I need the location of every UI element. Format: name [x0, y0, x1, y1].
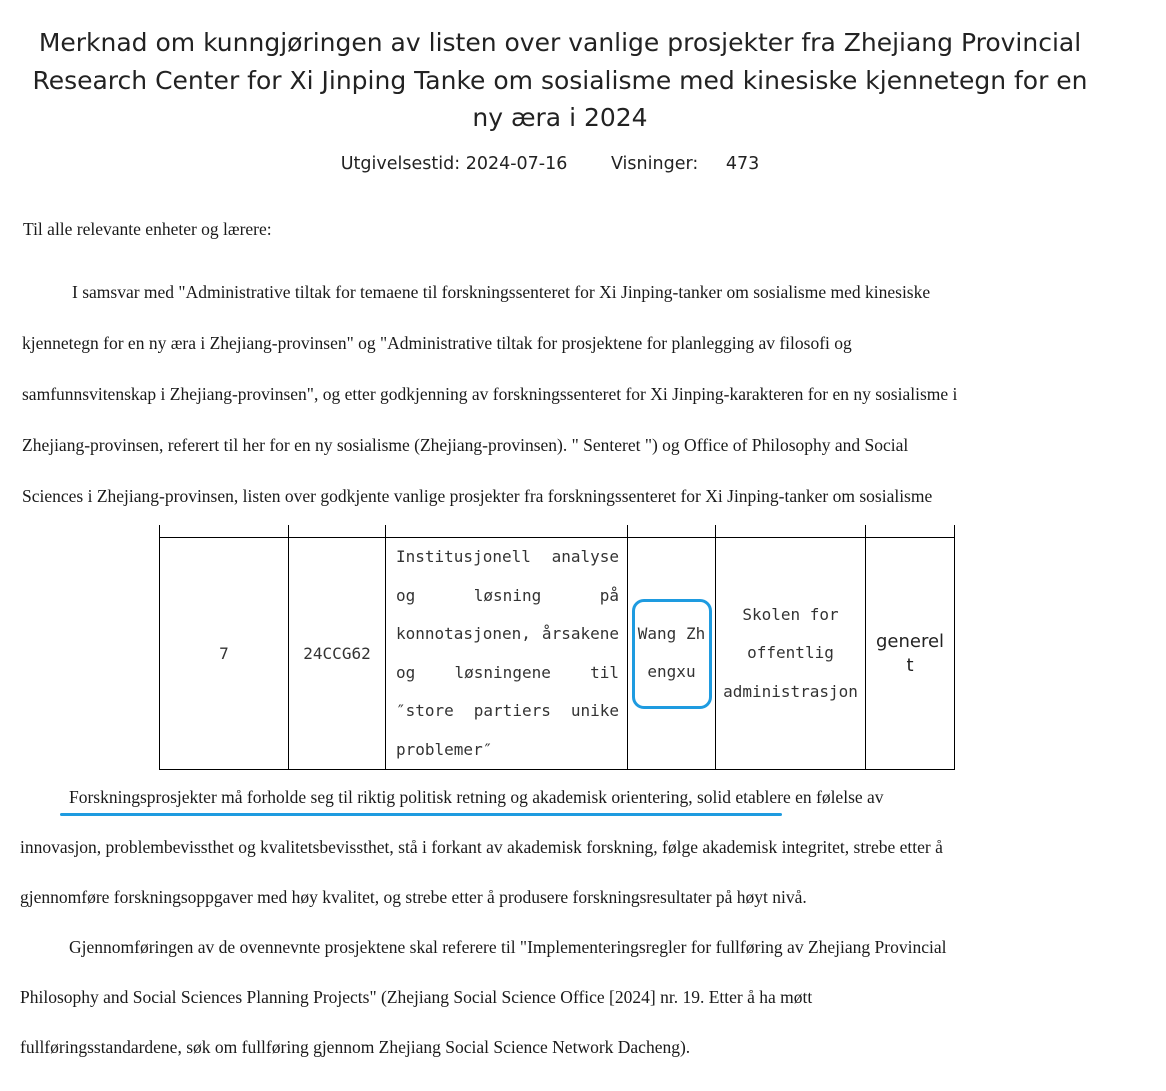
project-number: 7 — [160, 538, 289, 770]
project-title-line: og løsning på — [396, 585, 619, 605]
release-date: 2024-07-16 — [465, 154, 568, 174]
body-paragraphs — [20, 772, 1140, 1072]
project-table — [159, 525, 955, 770]
project-leader-line: Wang Zh — [637, 623, 706, 643]
views-count: 473 — [725, 154, 760, 174]
body-line: Gjennomføringen av de ovennevnte prosjektene skal referere til "Implementeringsregler for fullføring av Zhejiang Provincial — [69, 937, 947, 957]
project-title-line: problemer″ — [396, 739, 493, 759]
school-line: administrasjon — [723, 681, 858, 701]
project-code: 24CCG62 — [289, 538, 386, 770]
highlight-underline — [60, 813, 782, 816]
intro-line: kjennetegn for en ny æra i Zhejiang-provinsen" og "Administrative tiltak for prosjektene for planlegging av filosofi og — [22, 333, 852, 353]
greeting: Til alle relevante enheter og lærere: — [23, 219, 272, 239]
school-line: offentlig — [747, 643, 834, 663]
intro-line: Zhejiang-provinsen, referert til her for en ny sosialisme (Zhejiang-provinsen). " Senteret ") og Office of Philosophy and Social — [22, 435, 909, 455]
release-time-label: Utgivelsestid: — [340, 154, 461, 174]
project-leader-cell — [628, 538, 716, 770]
project-title-line: Institusjonell analyse — [396, 547, 619, 566]
body-line: fullføringsstandardene, søk om fullføring gjennom Zhejiang Social Science Network Dacheng). — [20, 1037, 691, 1057]
project-type-cell — [866, 538, 955, 770]
table-row — [160, 538, 955, 770]
project-title-line: ″store partiers unike — [396, 701, 619, 720]
project-title-cell — [386, 538, 628, 770]
school-cell — [716, 538, 866, 770]
body-line: Philosophy and Social Sciences Planning Projects" (Zhejiang Social Science Office [2024] nr. 19. Etter å ha møtt — [20, 987, 813, 1007]
project-title-line: konnotasjonen, årsakene — [396, 624, 619, 643]
school-line: Skolen for — [742, 604, 839, 624]
project-type-line: t — [906, 654, 914, 676]
project-leader-line: engxu — [647, 661, 696, 681]
article-meta — [0, 154, 1100, 174]
page-title: Merknad om kunngjøringen av listen over vanlige prosjekter fra Zhejiang Provincial Research Center for Xi Jinping Tanke om sosialisme med kinesiske kjennetegn for en ny æra i 2024 — [32, 28, 1088, 132]
highlight-box — [632, 599, 712, 709]
project-type-line: generel — [875, 630, 945, 652]
body-line: Forskningsprosjekter må forholde seg til riktig politisk retning og akademisk orientering, solid etablere en følelse av — [69, 787, 884, 807]
intro-line: samfunnsvitenskap i Zhejiang-provinsen", og etter godkjenning av forskningssenteret for Xi Jinping-karakteren for en ny sosialisme i — [22, 384, 958, 404]
project-title-line: og løsningene til — [396, 662, 619, 682]
body-line: gjennomføre forskningsoppgaver med høy kvalitet, og strebe etter å produsere forskningsresultater på høyt nivå. — [20, 887, 807, 907]
intro-paragraph — [22, 267, 1112, 522]
table-row-partial — [160, 525, 955, 538]
body-line: innovasjon, problembevissthet og kvalitetsbevissthet, stå i forkant av akademisk forskning, følge akademisk integritet, strebe etter å — [20, 837, 943, 857]
intro-line: Sciences i Zhejiang-provinsen, listen over godkjente vanlige prosjekter fra forskningssenteret for Xi Jinping-tanker om sosialisme — [22, 486, 933, 506]
intro-line: I samsvar med "Administrative tiltak for temaene til forskningssenteret for Xi Jinping-tanker om sosialisme med kinesiske — [72, 282, 931, 302]
views-label: Visninger: — [610, 154, 699, 174]
